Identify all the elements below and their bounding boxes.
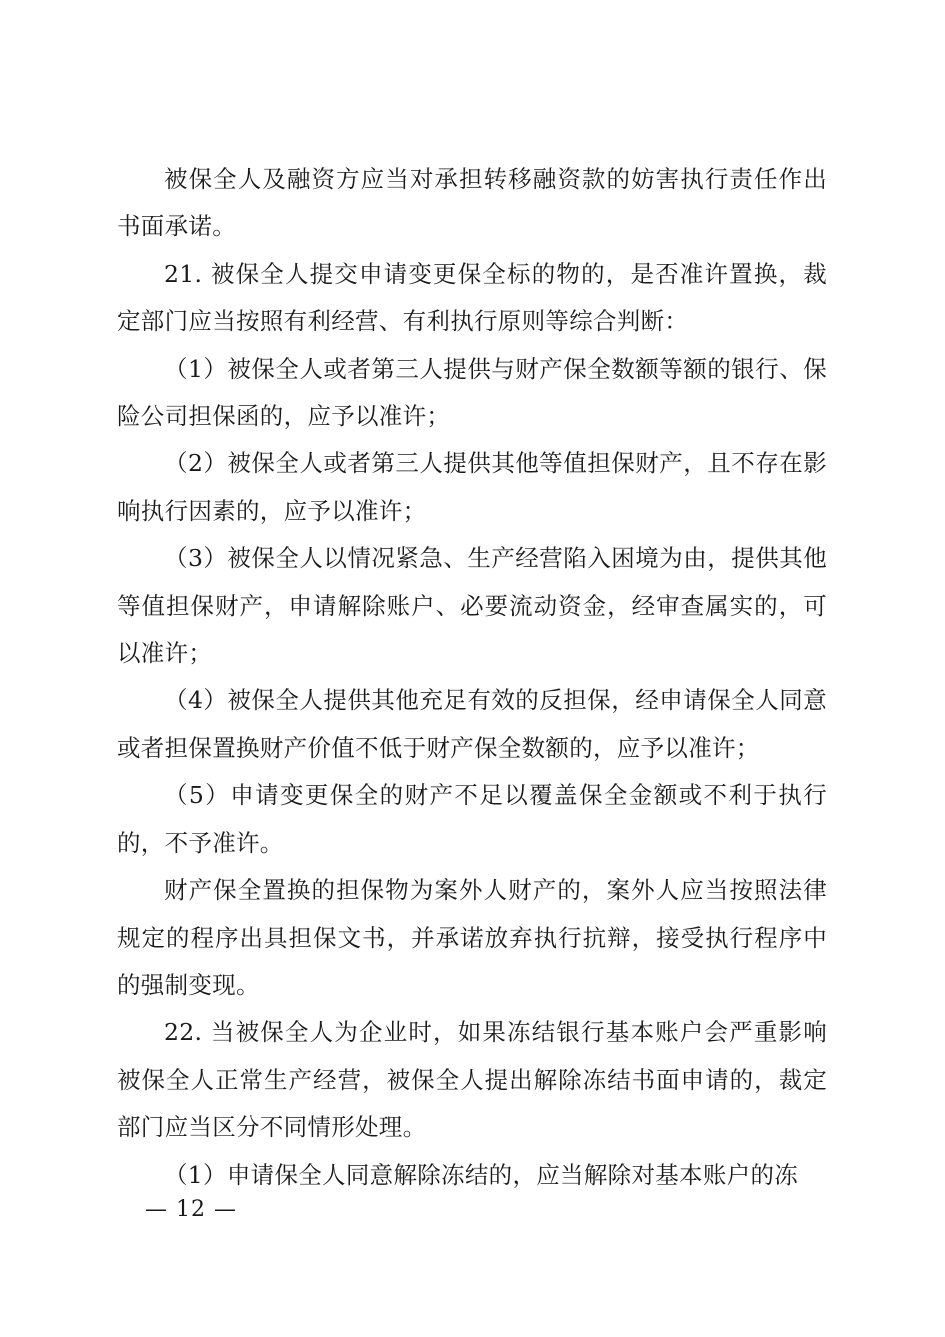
document-body bbox=[117, 156, 827, 1199]
paragraph-article-22-item-1: （1）申请保全人同意解除冻结的，应当解除对基本账户的冻 bbox=[164, 1160, 799, 1189]
paragraph-item-3: （3）被保全人以情况紧急、生产经营陷入困境为由，提供其他等值担保财产，申请解除账户、必要流动资金，经审查属实的，可以准许； bbox=[117, 544, 827, 668]
paragraph-item-4: （4）被保全人提供其他充足有效的反担保，经申请保全人同意或者担保置换财产价值不低于财产保全数额的，应予以准许； bbox=[117, 686, 827, 762]
paragraph-item-5: （5）申请变更保全的财产不足以覆盖保全金额或不利于执行的，不予准许。 bbox=[117, 781, 827, 857]
paragraph-commitment: 被保全人及融资方应当对承担转移融资款的妨害执行责任作出书面承诺。 bbox=[117, 165, 827, 241]
paragraph-item-2: （2）被保全人或者第三人提供其他等值担保财产，且不存在影响执行因素的，应予以准许； bbox=[117, 449, 827, 525]
paragraph-third-party-guarantee: 财产保全置换的担保物为案外人财产的，案外人应当按照法律规定的程序出具担保文书，并承诺放弃执行抗辩，接受执行程序中的强制变现。 bbox=[117, 876, 827, 999]
paragraph-article-21: 21. 被保全人提交申请变更保全标的物的，是否准许置换，裁定部门应当按照有利经营、有利执行原则等综合判断： bbox=[117, 259, 827, 336]
paragraph-item-1: （1）被保全人或者第三人提供与财产保全数额等额的银行、保险公司担保函的，应予以准许； bbox=[117, 354, 827, 431]
page-number: — 12 — bbox=[145, 1197, 237, 1222]
paragraph-article-22: 22. 当被保全人为企业时，如果冻结银行基本账户会严重影响被保全人正常生产经营，被保全人提出解除冻结书面申请的，裁定部门应当区分不同情形处理。 bbox=[117, 1018, 827, 1142]
